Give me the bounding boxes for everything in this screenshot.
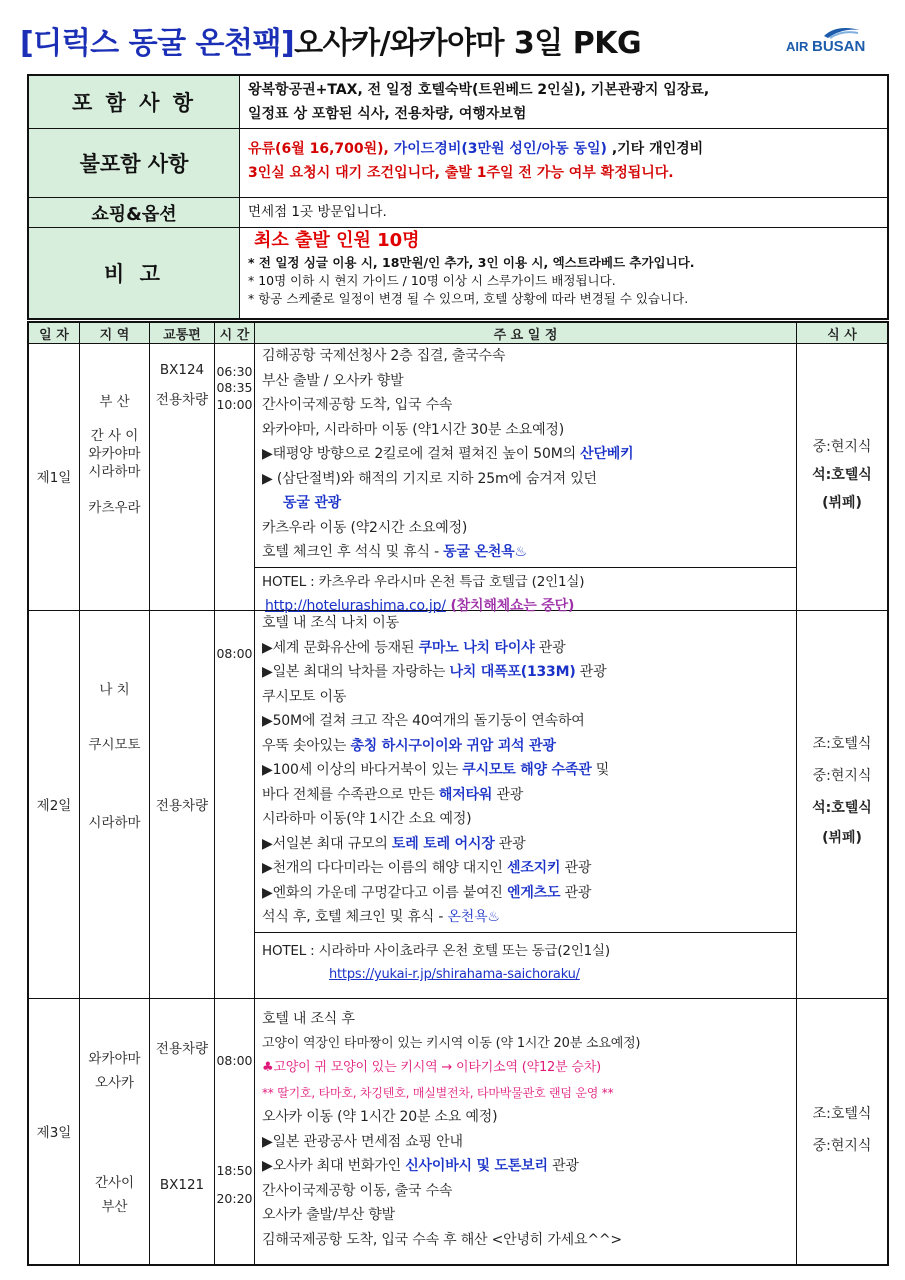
day3-region-busan: 부산 [101, 1199, 128, 1215]
day3-region-cell [80, 999, 150, 1264]
day3-transport-cell [150, 999, 215, 1264]
day1-hotel-name: HOTEL : 카츠우라 우라시마 온천 특급 호텔급 (2인1실) [262, 573, 585, 590]
day1-region-shirahama: 시라하마 [88, 464, 141, 480]
included-value [240, 76, 887, 128]
day2-line-8-text: 바다 전체를 수족관으로 만든 [262, 786, 439, 803]
day3-region-osaka: 오사카 [94, 1075, 135, 1091]
day3-meal-breakfast: 조:호텔식 [812, 1106, 872, 1122]
day2-line-11-suffix: 관광 [560, 860, 592, 876]
day2-fish-market: 토레 토레 어시장 [391, 835, 495, 852]
day1-region-kansai: 간 사 이 [90, 428, 139, 444]
day2-label: 제2일 [36, 798, 72, 814]
day2-undersea-tower: 해저타워 [438, 786, 493, 803]
day2-line-11-text: ▶천개의 다다미라는 이름의 해양 대지인 [262, 860, 508, 876]
day2-line-4: 쿠시모토 이동 [262, 688, 347, 705]
day1-region-wakayama: 와카야마 [88, 446, 141, 462]
day3-line-7 [255, 1154, 796, 1179]
remarks-note-3: * 항공 스케줄로 일정이 변경 될 수 있으며, 호텔 상황에 따라 변경될 수 있습니다. [248, 291, 689, 306]
day2-line-12 [255, 881, 796, 906]
day2-line-13 [255, 905, 796, 930]
day1-line-1: 김해공항 국제선청사 2층 집결, 출국수속 [262, 348, 506, 364]
day1-label: 제1일 [36, 470, 72, 486]
day1-line-3: 간사이국제공항 도착, 입국 수속 [262, 397, 453, 413]
included-row [29, 76, 887, 129]
day2-day-cell [29, 611, 80, 998]
day2-line-3 [255, 660, 796, 685]
day2-onsen: 온천욕♨ [447, 909, 500, 925]
day3-line-7-text: ▶오사카 최대 번화가인 [262, 1158, 406, 1174]
day1-itinerary-cell [255, 344, 797, 614]
day3-label: 제3일 [36, 1125, 72, 1141]
day2-itinerary-cell [255, 611, 797, 998]
day2-line-8 [255, 783, 796, 808]
day2-engetsudo: 엔게츠도 [507, 884, 561, 901]
day1-transport-cell [150, 344, 215, 610]
included-line-1: 왕복항공권+TAX, 전 일정 호텔숙박(트윈베드 2인실), 기본관광지 입장료, [248, 82, 710, 98]
day3-time-1: 08:00 [216, 1053, 253, 1068]
day2-line-7-text: ▶100세 이상의 바다거북이 있는 [262, 762, 463, 778]
day3-line-9: 오사카 출발/부산 향발 [262, 1207, 395, 1223]
day3-line-10: 김해국제공항 도착, 입국 수속 후 해산 <안녕히 가세요^^> [262, 1231, 622, 1248]
included-line-2: 일정표 상 포함된 식사, 전용차량, 여행자보험 [248, 106, 527, 122]
day3-line-1: 호텔 내 조식 후 [262, 1011, 355, 1027]
day2-meal-lunch: 중:현지식 [812, 768, 872, 784]
day3-line-5: 오사카 이동 (약 1시간 20분 소요 예정) [262, 1109, 498, 1125]
shopping-label: 쇼핑&옵션 [29, 198, 240, 227]
day2-meal-breakfast: 조:호텔식 [812, 736, 872, 752]
day2-line-11 [255, 856, 796, 881]
day1-meal-buffet: (뷔페) [822, 495, 862, 511]
day1-hotel-note: (참치해체쇼는 중단) [445, 598, 575, 614]
day2-line-2-text: ▶세계 문화유산에 등재된 [262, 639, 419, 656]
header-region: 지 역 [80, 323, 150, 343]
day2-region-nachi: 나 치 [99, 682, 130, 698]
day2-hashigui-iwa: 총칭 하시구이이와 귀암 괴석 관광 [350, 737, 556, 754]
header-transport: 교통편 [150, 323, 215, 343]
day1-hotel-link[interactable]: http://hotelurashima.co.jp/ [265, 598, 446, 614]
excluded-row [29, 129, 887, 198]
day1-day-cell [29, 344, 80, 610]
remarks-value [240, 228, 887, 318]
day2-line-2 [255, 636, 796, 661]
day1-time-2: 08:35 [216, 380, 253, 395]
day3-line-2: 고양이 역장인 타마짱이 있는 키시역 이동 (약 1시간 20분 소요예정) [262, 1035, 641, 1051]
day1-line-9-text: 호텔 체크인 후 석식 및 휴식 - [262, 544, 444, 560]
day1-region-busan: 부 산 [99, 394, 130, 410]
day1-line-6: ▶ (삼단절벽)와 해적의 기지로 지하 25m에 숨겨져 있던 [262, 470, 597, 487]
day1-meal-cell [797, 344, 887, 610]
day1-row [29, 344, 887, 614]
day3-itinerary-cell [255, 999, 797, 1264]
day1-cave-tour: 동굴 관광 [283, 495, 341, 511]
title-destination: 오사카/와카야마 3일 PKG [294, 26, 642, 61]
day2-line-9: 시라하마 이동(약 1시간 소요 예정) [262, 811, 472, 827]
day3-bus: 전용차량 [155, 1041, 209, 1057]
title-package-type: [디럭스 동굴 온천팩] [20, 26, 295, 61]
day2-bus: 전용차량 [155, 798, 209, 814]
day2-line-1: 호텔 내 조식 나치 이동 [262, 615, 399, 631]
day3-flight: BX121 [159, 1177, 205, 1193]
day2-time-cell [215, 611, 255, 998]
day2-nachi-falls: 나치 대폭포(133M) [449, 664, 576, 680]
day2-line-3-text: ▶일본 최대의 낙차를 자랑하는 [262, 664, 450, 680]
day2-kumano-nachi-taisha: 쿠마노 나치 타이샤 [418, 639, 535, 656]
day3-line-7-suffix: 관광 [547, 1158, 579, 1174]
day3-time-cell [215, 999, 255, 1264]
day2-hotel-name: HOTEL : 시라하마 사이쵸라쿠 온천 호텔 또는 동급(2인1실) [262, 942, 610, 959]
day3-time-2: 18:50 [216, 1163, 253, 1178]
day2-line-10-suffix: 관광 [494, 835, 526, 852]
day1-meal-dinner: 석:호텔식 [812, 467, 872, 483]
excluded-value [240, 129, 887, 197]
day2-meal-dinner: 석:호텔식 [812, 800, 872, 816]
remarks-label: 비 고 [29, 228, 240, 318]
day2-line-3-suffix: 관광 [575, 664, 607, 680]
excluded-triple-room-note: 3인실 요청시 대기 조건입니다, 출발 1주일 전 가능 여부 확정됩니다. [248, 165, 674, 181]
day1-time-cell [215, 344, 255, 610]
air-busan-logo [786, 24, 886, 60]
schedule-header [29, 321, 887, 344]
header-itinerary: 주 요 일 정 [255, 323, 797, 343]
day1-line-4: 와카야마, 시라하마 이동 (약1시간 30분 소요예정) [262, 421, 564, 438]
day3-line-3: ♣고양이 귀 모양이 있는 키시역 → 이타기소역 (약12분 승차) [262, 1060, 602, 1075]
excluded-label: 불포함 사항 [29, 129, 240, 197]
day2-senjojiki: 센조지키 [507, 860, 561, 876]
day1-region-katsuura: 카츠우라 [88, 500, 141, 516]
day3-day-cell [29, 999, 80, 1264]
header-meal: 식 사 [827, 327, 857, 343]
included-label: 포 함 사 항 [29, 76, 240, 128]
day2-line-5: ▶50M에 걸쳐 크고 작은 40여개의 돌기둥이 연속하여 [262, 713, 585, 729]
day2-line-12-text: ▶엔화의 가운데 구멍같다고 이름 붙여진 [262, 884, 508, 901]
day2-time: 08:00 [216, 646, 253, 661]
day2-line-7-suffix: 및 [591, 762, 610, 778]
day1-line-2: 부산 출발 / 오사카 향발 [262, 372, 404, 389]
day3-row [29, 999, 887, 1264]
day3-meal-cell [797, 999, 887, 1264]
remarks-note-2: * 10명 이하 시 현지 가이드 / 10명 이상 시 스루가이드 배정됩니다. [248, 273, 616, 288]
logo-air-text: AIR [786, 39, 809, 54]
day3-time-3: 20:20 [216, 1191, 253, 1206]
logo-busan-text: BUSAN [812, 38, 866, 55]
day1-cave-onsen: 동굴 온천욕♨ [443, 544, 527, 560]
day3-line-8: 간사이국제공항 이동, 출국 수속 [262, 1182, 453, 1199]
day2-region-kushimoto: 쿠시모토 [88, 737, 141, 753]
day1-line-5 [255, 442, 796, 467]
page-title [20, 18, 810, 68]
day2-line-7 [255, 758, 796, 783]
day2-meal-buffet: (뷔페) [822, 830, 862, 846]
header-day: 일 자 [29, 323, 80, 343]
day3-region-wakayama: 와카야마 [88, 1051, 141, 1067]
summary-table [27, 74, 889, 320]
day1-sandanbeki: 산단베키 [580, 446, 634, 462]
day3-shinsaibashi-dotonbori: 신사이바시 및 도톤보리 [405, 1158, 548, 1174]
day1-time-3: 10:00 [216, 397, 253, 412]
day2-line-10 [255, 832, 796, 857]
excluded-guide-fee: 가이드경비(3만원 성인/아동 동일) [393, 141, 607, 157]
day2-row [29, 611, 887, 999]
excluded-fuel: 유류(6월 16,700원), [248, 141, 394, 157]
day2-hotel-block [255, 932, 796, 988]
day2-hotel-link[interactable]: https://yukai-r.jp/shirahama-saichoraku/ [329, 967, 580, 982]
day1-time-1: 06:30 [216, 364, 253, 379]
day3-meal-lunch: 중:현지식 [812, 1138, 872, 1154]
day1-bus: 전용차량 [155, 392, 209, 408]
day2-meal-cell [797, 611, 887, 998]
day2-line-13-text: 석식 후, 호텔 체크인 및 휴식 - [262, 909, 448, 925]
day3-line-4: ** 딸기호, 타마호, 차깅텐호, 매실별전차, 타마박물관호 랜덤 운영 ** [262, 1085, 614, 1100]
day2-region-shirahama: 시라하마 [88, 815, 141, 831]
day3-region-kansai: 간사이 [94, 1175, 135, 1191]
day1-region-cell [80, 344, 150, 610]
remarks-min-people: 최소 출발 인원 10명 [254, 230, 420, 251]
day2-line-10-text: ▶서일본 최대 규모의 [262, 835, 392, 852]
day1-flight: BX124 [159, 362, 205, 378]
day2-aquarium: 쿠시모토 해양 수족관 [462, 762, 592, 778]
day2-line-6-text: 우뚝 솟아있는 [262, 737, 351, 754]
day2-line-8-suffix: 관광 [492, 786, 524, 803]
day2-line-12-suffix: 관광 [560, 884, 592, 901]
remarks-note-1: * 전 일정 싱글 이용 시, 18만원/인 추가, 3인 이용 시, 엑스트라베드 추가입니다. [248, 255, 695, 270]
day1-line-5-text: ▶태평양 방향으로 2킬로에 걸쳐 펼쳐진 높이 50M의 [262, 446, 581, 462]
remarks-row [29, 228, 887, 318]
shopping-value: 면세점 1곳 방문입니다. [248, 204, 387, 220]
header-time: 시 간 [215, 323, 255, 343]
day3-line-6: ▶일본 관광공사 면세점 쇼핑 안내 [262, 1133, 463, 1150]
day2-region-cell [80, 611, 150, 998]
day1-line-8: 카츠우라 이동 (약2시간 소요예정) [262, 519, 468, 536]
day1-meal-lunch: 중:현지식 [812, 439, 872, 455]
schedule-table [27, 321, 889, 1266]
day2-line-2-suffix: 관광 [534, 639, 566, 656]
excluded-other: ,기타 개인경비 [606, 141, 704, 157]
day2-transport-cell [150, 611, 215, 998]
day1-line-9 [255, 540, 796, 565]
day2-line-6 [255, 734, 796, 759]
shopping-row [29, 198, 887, 228]
